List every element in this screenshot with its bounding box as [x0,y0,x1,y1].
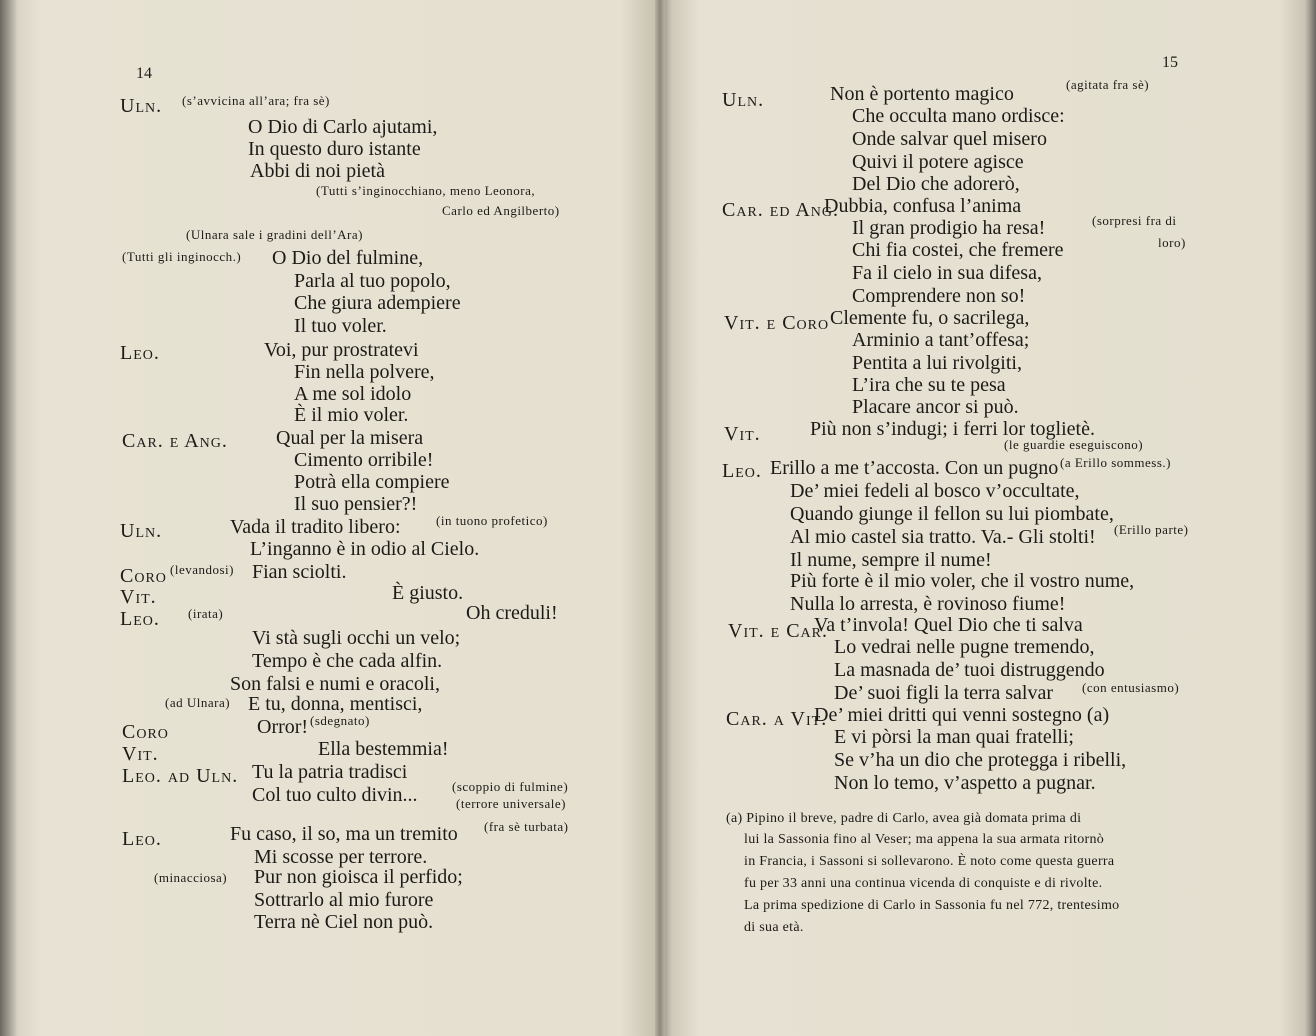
verse-line: Se v’ha un dio che protegga i ribelli, [834,749,1127,771]
stage-direction: (con entusiasmo) [1082,680,1180,695]
verse-line: Terra nè Ciel non può. [254,911,434,933]
verse-line: Onde salvar quel misero [852,128,1047,150]
speaker-label: Uln. [722,89,765,111]
footnote-line: lui la Sassonia fino al Veser; ma appena la sua armata ritornò [744,832,1105,847]
verse-line: Qual per la misera [276,427,424,449]
footnote-line: fu per 33 anni una continua vicenda di conquiste e di rivolte. [744,876,1103,891]
verse-line: Voi, pur prostratevi [264,339,419,361]
verse-line: Chi fia costei, che fremere [852,239,1064,261]
verse-line: Pentita a lui rivolgiti, [852,352,1022,374]
stage-direction: Carlo ed Angilberto) [442,203,560,218]
verse-line: Quivi il potere agisce [852,151,1024,173]
verse-line: De’ miei dritti qui venni sostegno (a) [814,704,1110,726]
verse-line: Va t’invola! Quel Dio che ti salva [814,614,1083,636]
verse-line: Tu la patria tradisci [252,761,408,783]
page-number: 14 [136,65,152,82]
verse-line: Vada il tradito libero: [230,516,401,538]
speaker-label: Leo. [120,608,160,630]
verse-line: Lo vedrai nelle pugne tremendo, [834,636,1095,658]
speaker-label: Coro [122,721,169,743]
stage-direction: (Tutti gli inginocch.) [122,249,242,264]
verse-line: Più non s’indugi; i ferri lor toglietè. [810,418,1095,440]
stage-direction: (in tuono profetico) [436,513,548,528]
verse-line: Orror! [257,716,309,738]
stage-direction: (sdegnato) [310,713,370,728]
verse-line: Fu caso, il so, ma un tremito [230,823,458,845]
verse-line: Ella bestemmia! [318,738,449,760]
verse-line: È il mio voler. [294,404,409,426]
verse-line: Dubbia, confusa l’anima [824,195,1022,217]
speaker-label: Leo. [122,828,162,850]
verse-line: Mi scosse per terrore. [254,846,428,868]
verse-line: Clemente fu, o sacrilega, [830,307,1030,329]
verse-line: Parla al tuo popolo, [294,270,451,292]
verse-line: Più forte è il mio voler, che il vostro nume, [790,570,1135,592]
speaker-label: Coro [120,565,167,587]
verse-line: Non è portento magico [830,83,1014,105]
speaker-label: Car. a Vit. [726,708,828,730]
verse-line: Che occulta mano ordisce: [852,105,1065,127]
verse-line: Comprendere non so! [852,285,1026,307]
verse-line: Il tuo voler. [294,315,387,337]
stage-direction: (levandosi) [170,562,234,577]
verse-line: De’ miei fedeli al bosco v’occultate, [790,480,1080,502]
footnote-line: in Francia, i Sassoni si sollevarono. È noto come questa guerra [744,854,1115,869]
verse-line: Il gran prodigio ha resa! [852,217,1046,239]
verse-line: Col tuo culto divin... [252,784,418,806]
footnote-line: La prima spedizione di Carlo in Sassonia fu nel 772, trentesimo [744,898,1120,913]
speaker-label: Leo. [722,460,762,482]
speaker-label: Vit. [120,586,157,608]
stage-direction: (agitata fra sè) [1066,77,1150,92]
verse-line: Abbi di noi pietà [250,160,385,182]
verse-line: Fian sciolti. [252,561,347,583]
speaker-label: Uln. [120,520,163,542]
verse-line: De’ suoi figli la terra salvar [834,682,1053,704]
stage-direction: (scoppio di fulmine) [452,779,569,794]
verse-line: L’inganno è in odio al Cielo. [250,538,480,560]
stage-direction: (minacciosa) [154,870,228,885]
verse-line: Oh creduli! [466,602,558,624]
speaker-label: Leo. [120,342,160,364]
verse-line: Placare ancor si può. [852,396,1019,418]
verse-line: Sottrarlo al mio furore [254,889,434,911]
speaker-label: Vit. [122,743,159,765]
verse-line: A me sol idolo [294,383,412,405]
stage-direction: (Erillo parte) [1114,522,1189,537]
verse-line: Che giura adempiere [294,292,461,314]
stage-direction: (irata) [188,606,224,621]
verse-line: E vi pòrsi la man quai fratelli; [834,726,1074,748]
stage-direction: (s’avvicina all’ara; fra sè) [182,93,330,108]
stage-direction: loro) [1158,235,1186,250]
verse-line: Il suo pensier?! [294,493,418,515]
stage-direction: (Ulnara sale i gradini dell’Ara) [186,227,363,242]
speaker-label: Vit. e Car. [728,620,828,642]
verse-line: O Dio di Carlo ajutami, [248,116,438,138]
verse-line: La masnada de’ tuoi distruggendo [834,659,1105,681]
speaker-label: Vit. [724,423,761,445]
verse-line: Fa il cielo in sua difesa, [852,262,1042,284]
page-number: 15 [1162,54,1178,71]
stage-direction: (le guardie eseguiscono) [1004,437,1144,452]
verse-line: È giusto. [392,582,464,604]
verse-line: Erillo a me t’accosta. Con un pugno [770,457,1059,479]
stage-direction: (sorpresi fra di [1092,213,1177,228]
verse-line: Tempo è che cada alfin. [252,650,443,672]
verse-line: Arminio a tant’offesa; [852,329,1030,351]
verse-line: In questo duro istante [248,138,421,160]
speaker-label: Car. e Ang. [122,430,228,452]
verse-line: Nulla lo arresta, è rovinoso fiume! [790,593,1066,615]
stage-direction: (Tutti s’inginocchiano, meno Leonora, [316,183,536,198]
verse-line: Son falsi e numi e oracoli, [230,673,440,695]
verse-line: E tu, donna, mentisci, [248,693,423,715]
verse-line: Del Dio che adorerò, [852,173,1020,195]
footnote-line: (a) Pipino il breve, padre di Carlo, avea già domata prima di [726,811,1082,826]
verse-line: L’ira che su te pesa [852,374,1006,396]
stage-direction: (ad Ulnara) [165,695,231,710]
speaker-label: Car. ed Ang. [722,199,840,221]
stage-direction: (fra sè turbata) [484,819,569,834]
footnote-line: di sua età. [744,920,804,935]
stage-direction: (a Erillo sommess.) [1060,455,1171,470]
verse-line: Non lo temo, v’aspetto a pugnar. [834,772,1096,794]
speaker-label: Leo. ad Uln. [122,765,239,787]
verse-line: Cimento orribile! [294,449,434,471]
verse-line: Potrà ella compiere [294,471,450,493]
verse-line: Fin nella polvere, [294,361,435,383]
verse-line: Quando giunge il fellon su lui piombate, [790,503,1114,525]
verse-line: Vi stà sugli occhi un velo; [252,627,461,649]
verse-line: Il nume, sempre il nume! [790,549,992,571]
verse-line: Pur non gioisca il perfido; [254,866,463,888]
stage-direction: (terrore universale) [456,796,566,811]
verse-line: O Dio del fulmine, [272,247,424,269]
speaker-label: Vit. e Coro [724,312,830,334]
verse-line: Al mio castel sia tratto. Va.- Gli stolti! [790,526,1096,548]
right-page [662,0,1316,1036]
speaker-label: Uln. [120,95,163,117]
